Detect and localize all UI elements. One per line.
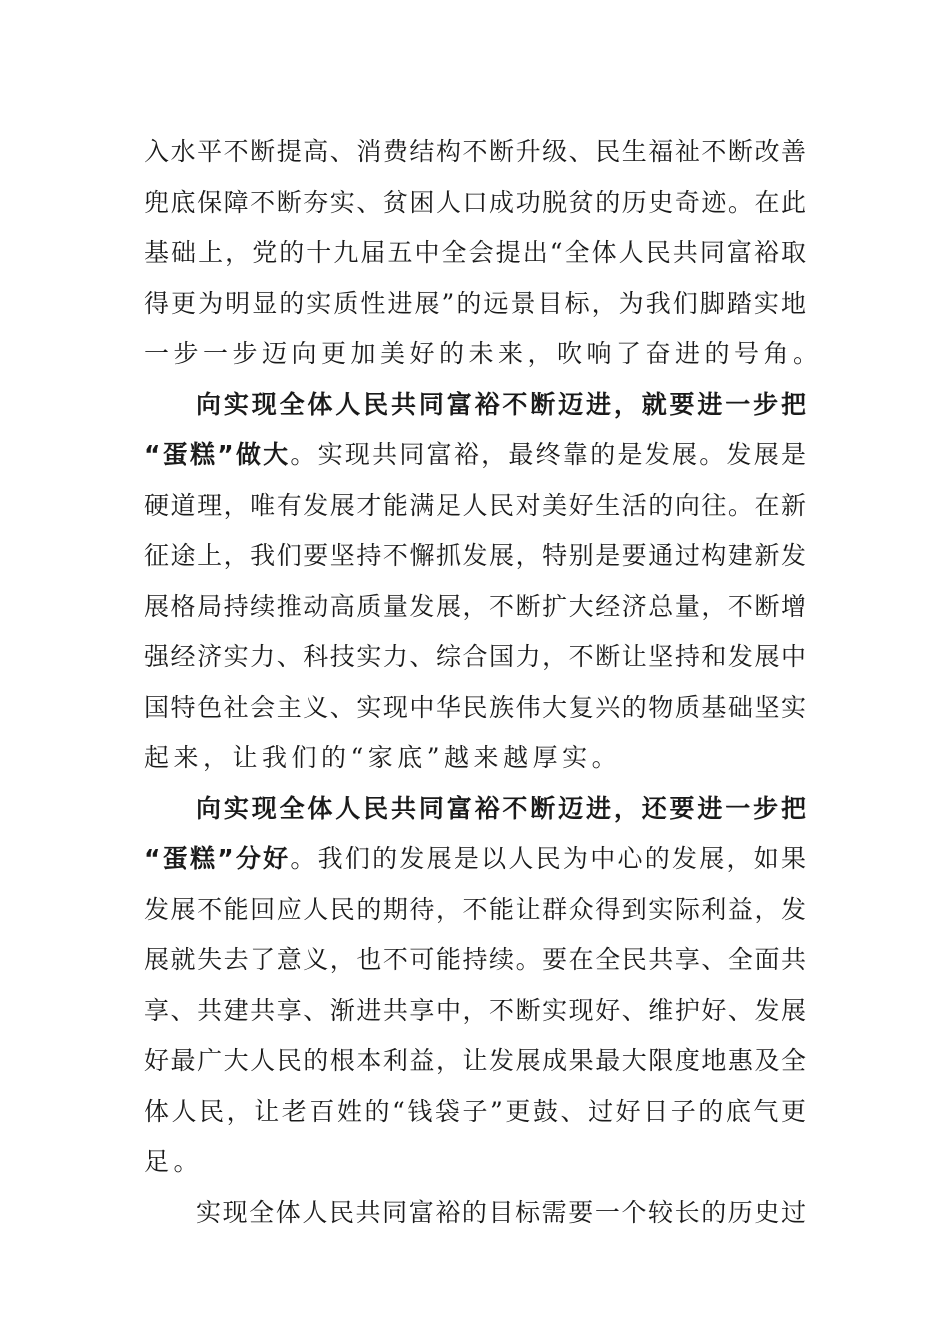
text-line: 实现全体人民共同富裕的目标需要一个较长的历史过 [196,1197,806,1227]
paragraph [144,784,806,1188]
bold-heading-line: 向实现全体人民共同富裕不断迈进，就要进一步把 [196,389,806,419]
text-line: 展就失去了意义，也不可能持续。要在全民共享、全面共 [144,945,806,974]
text-line: 国特色社会主义、实现中华民族伟大复兴的物质基础坚实 [144,692,806,722]
text-line: 基础上，党的十九届五中全会提出“全体人民共同富裕取 [144,238,806,267]
text-line: 征途上，我们要坚持不懈抓发展，特别是要通过构建新发 [144,541,806,570]
document-page [144,127,823,1238]
text-line: 足。 [144,1147,204,1176]
text-line: 发展不能回应人民的期待，不能让群众得到实际利益，发 [144,894,806,924]
text-line: 强经济实力、科技实力、综合国力，不断让坚持和发展中 [144,642,806,671]
paragraph [144,127,823,380]
text-line [144,430,806,481]
text-line: 体人民，让老百姓的“钱袋子”更鼓、过好日子的底气更 [144,1096,806,1126]
text-span: 。我们的发展是以人民为中心的发展，如果 [290,844,806,873]
text-line: 起来，让我们的“家底”越来越厚实。 [144,743,622,772]
bold-phrase: “蛋糕”分好 [144,844,291,873]
bold-heading-line: 向实现全体人民共同富裕不断迈进，还要进一步把 [196,793,806,823]
text-line: 展格局持续推动高质量发展，不断扩大经济总量，不断增 [144,591,806,621]
text-line: 一步一步迈向更加美好的未来，吹响了奋进的号角。 [144,339,823,368]
bold-phrase: “蛋糕”做大 [144,440,291,469]
text-line: 得更为明显的实质性进展”的远景目标，为我们脚踏实地 [144,288,806,318]
text-line: 入水平不断提高、消费结构不断升级、民生福祉不断改善 [144,137,806,166]
paragraph [144,1188,806,1239]
text-line [144,834,806,885]
paragraph [144,380,806,784]
text-line: 好最广大人民的根本利益，让发展成果最大限度地惠及全 [144,1046,806,1075]
text-line: 硬道理，唯有发展才能满足人民对美好生活的向往。在新 [144,490,806,520]
text-span: 。实现共同富裕，最终靠的是发展。发展是 [290,440,806,469]
text-line: 享、共建共享、渐进共享中，不断实现好、维护好、发展 [144,995,806,1025]
text-line: 兜底保障不断夯实、贫困人口成功脱贫的历史奇迹。在此 [144,187,806,217]
